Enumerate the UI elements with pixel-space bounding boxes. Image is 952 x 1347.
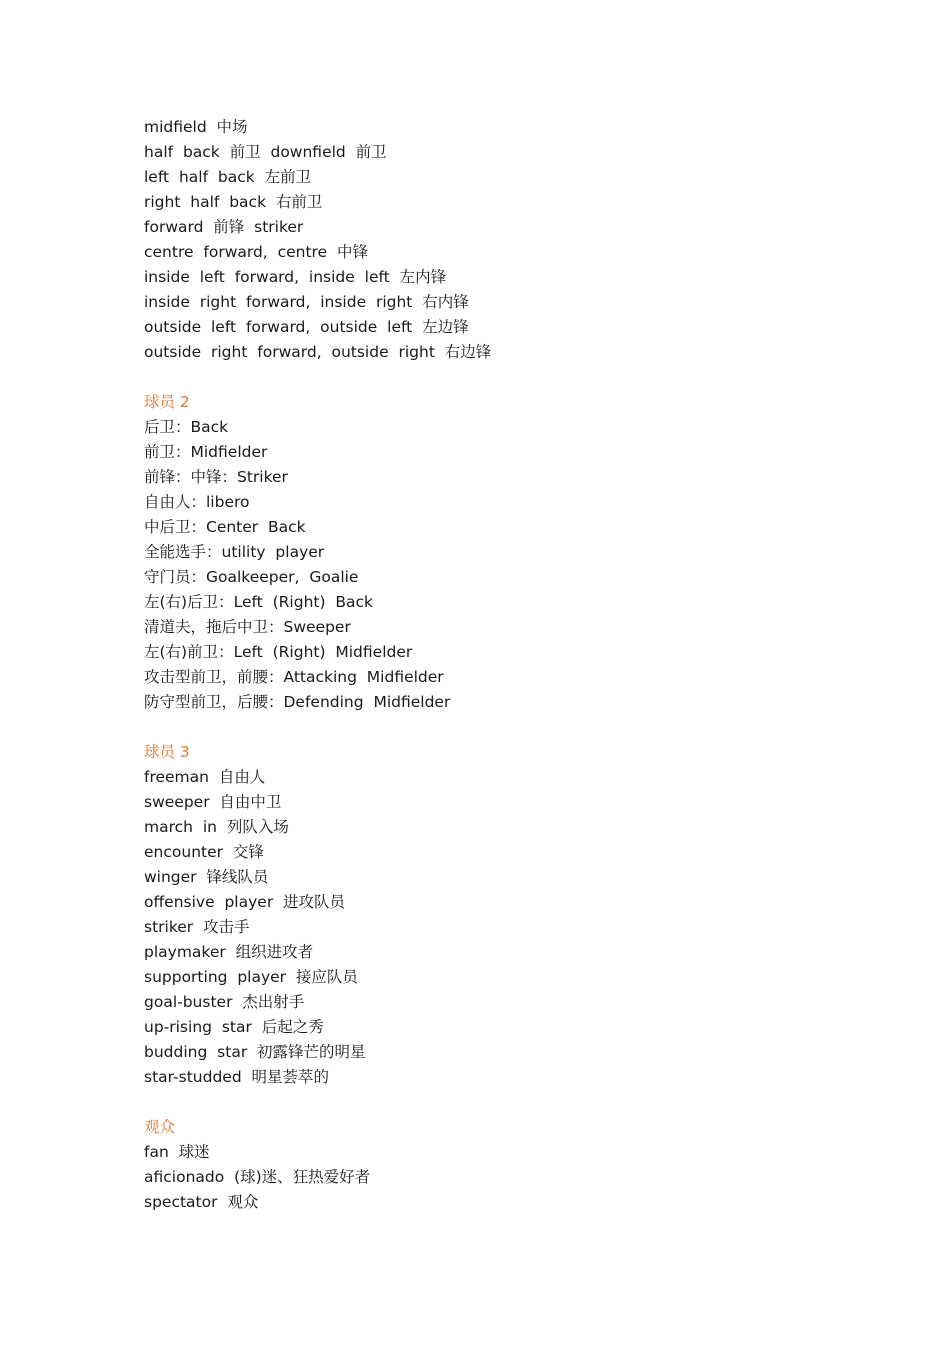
- vocab-line: 守门员：Goalkeeper, Goalie: [144, 568, 359, 586]
- section-spacer: [144, 1090, 904, 1115]
- vocab-line: inside left forward, inside left 左内锋: [144, 268, 447, 286]
- vocab-line: inside right forward, inside right 右内锋: [144, 293, 469, 311]
- vocab-line: 后卫：Back: [144, 418, 229, 436]
- vocab-line: outside right forward, outside right 右边锋: [144, 343, 492, 361]
- vocab-line: striker 攻击手: [144, 918, 250, 936]
- vocab-line: 中后卫：Center Back: [144, 518, 306, 536]
- document-page: [144, 115, 904, 1215]
- vocab-line: 防守型前卫，后腰：Defending Midfielder: [144, 693, 451, 711]
- vocab-line: up-rising star 后起之秀: [144, 1018, 324, 1036]
- vocab-line: supporting player 接应队员: [144, 968, 358, 986]
- vocab-line: 前锋：中锋：Striker: [144, 468, 288, 486]
- vocab-line: outside left forward, outside left 左边锋: [144, 318, 469, 336]
- vocab-line: 攻击型前卫，前腰：Attacking Midfielder: [144, 668, 444, 686]
- vocab-line: midfield 中场: [144, 118, 248, 136]
- vocab-line: budding star 初露锋芒的明星: [144, 1043, 366, 1061]
- section-heading: 球员 2: [144, 393, 190, 411]
- vocab-line: 左(右)后卫：Left (Right) Back: [144, 593, 374, 611]
- vocab-line: forward 前锋 striker: [144, 218, 304, 236]
- vocab-line: goal-buster 杰出射手: [144, 993, 305, 1011]
- vocab-line: star-studded 明星荟萃的: [144, 1068, 330, 1086]
- vocab-line: freeman 自由人: [144, 768, 266, 786]
- section-spacer: [144, 715, 904, 740]
- vocab-line: sweeper 自由中卫: [144, 793, 282, 811]
- vocab-line: 清道夫，拖后中卫：Sweeper: [144, 618, 351, 636]
- section-heading: 球员 3: [144, 743, 190, 761]
- vocab-line: aficionado (球)迷、狂热爱好者: [144, 1168, 371, 1186]
- vocab-line: centre forward, centre 中锋: [144, 243, 368, 261]
- vocab-line: half back 前卫 downfield 前卫: [144, 143, 387, 161]
- section-positions: [144, 115, 904, 365]
- vocab-line: left half back 左前卫: [144, 168, 312, 186]
- vocab-line: march in 列队入场: [144, 818, 289, 836]
- vocab-line: encounter 交锋: [144, 843, 264, 861]
- vocab-line: 全能选手：utility player: [144, 543, 325, 561]
- section-heading: 观众: [144, 1118, 176, 1136]
- section-audience: [144, 1115, 904, 1215]
- vocab-line: 左(右)前卫：Left (Right) Midfielder: [144, 643, 413, 661]
- vocab-line: fan 球迷: [144, 1143, 210, 1161]
- section-players-3: [144, 740, 904, 1090]
- vocab-line: right half back 右前卫: [144, 193, 323, 211]
- vocab-line: winger 锋线队员: [144, 868, 269, 886]
- section-spacer: [144, 365, 904, 390]
- vocab-line: 自由人：libero: [144, 493, 250, 511]
- vocab-line: spectator 观众: [144, 1193, 259, 1211]
- section-players-2: [144, 390, 904, 715]
- vocab-line: offensive player 进攻队员: [144, 893, 346, 911]
- vocab-line: 前卫：Midfielder: [144, 443, 268, 461]
- vocab-line: playmaker 组织进攻者: [144, 943, 314, 961]
